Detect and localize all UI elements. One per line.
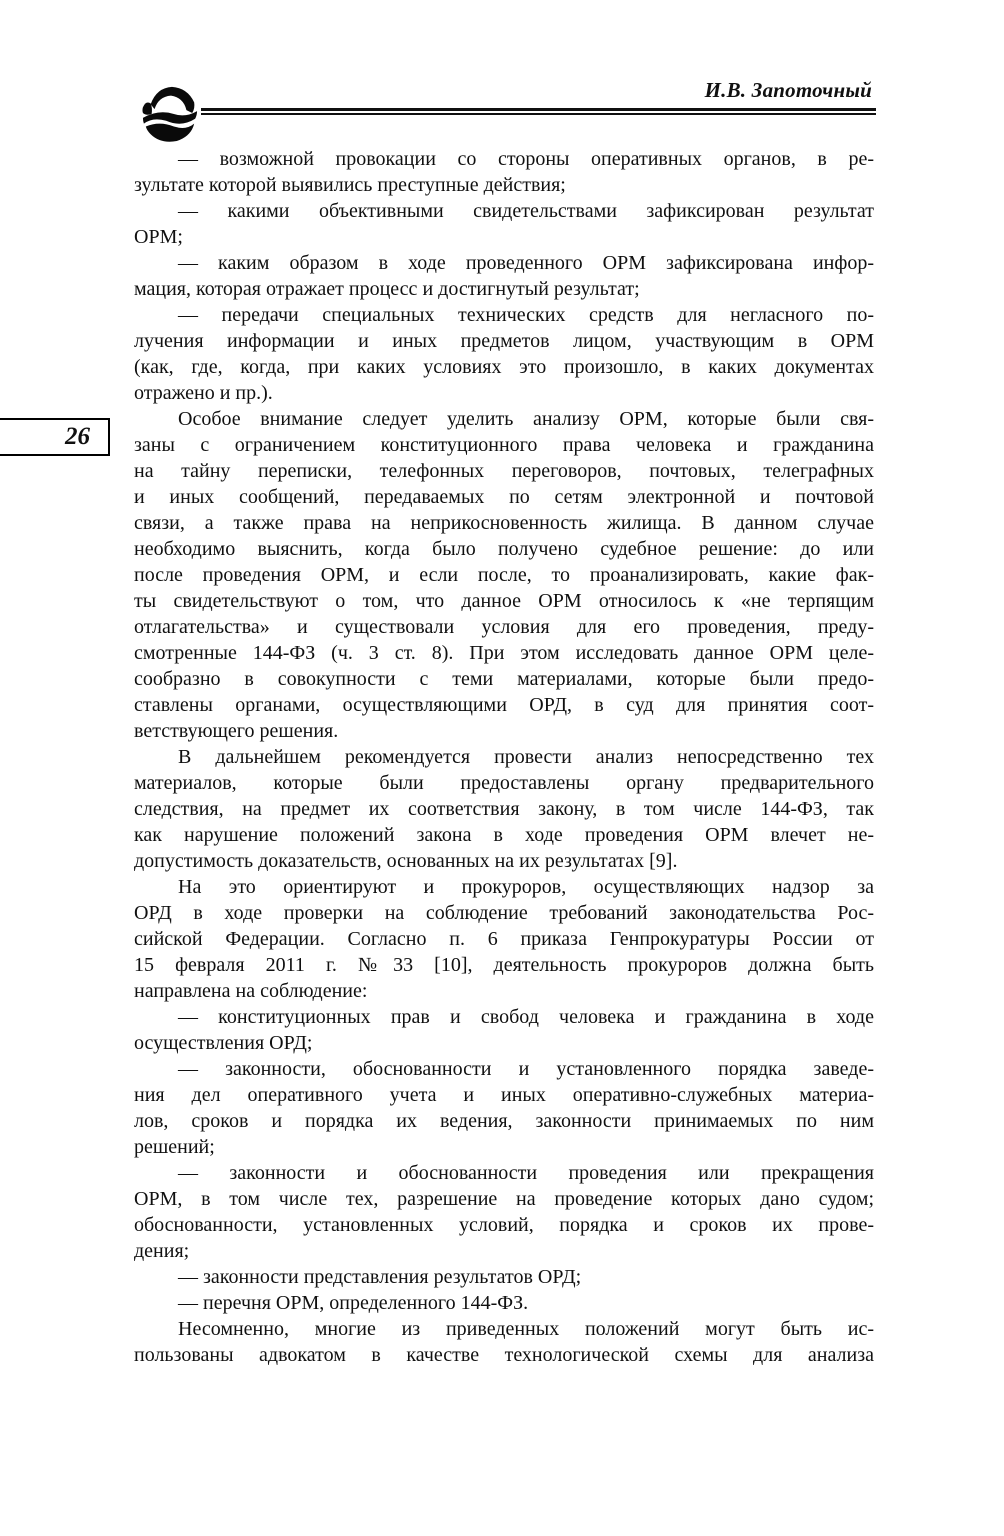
text-line: дения; bbox=[134, 1240, 190, 1262]
text-line: — возможной провокации со стороны оперативных органов, в ре- bbox=[178, 148, 874, 170]
text-line: ния дел оперативного учета и иных оперативно-служебных материа- bbox=[134, 1084, 874, 1106]
text-line: На это ориентируют и прокуроров, осуществляющих надзор за bbox=[178, 876, 874, 898]
body-text bbox=[134, 146, 874, 1368]
text-line: — передачи специальных технических средств для негласного по- bbox=[178, 304, 874, 326]
text-line: В дальнейшем рекомендуется провести анализ непосредственно тех bbox=[178, 746, 874, 768]
text-line: пользованы адвокатом в качестве технологической схемы для анализа bbox=[134, 1344, 874, 1366]
text-line: ОРД в ходе проверки на соблюдение требований законодательства Рос- bbox=[134, 902, 874, 924]
page-number: 26 bbox=[65, 423, 90, 450]
text-line: сийской Федерации. Согласно п. 6 приказа Генпрокуратуры России от bbox=[134, 928, 874, 950]
text-line: следствия, на предмет их соответствия закону, в том числе 144-ФЗ, так bbox=[134, 798, 874, 820]
text-line: мация, которая отражает процесс и достигнутый результат; bbox=[134, 278, 640, 300]
text-line: ставлены органами, осуществляющими ОРД, в суд для принятия соот- bbox=[134, 694, 874, 716]
header-double-rule bbox=[201, 108, 876, 115]
text-line: лучения информации и иных предметов лицом, участвующим в ОРМ bbox=[134, 330, 874, 352]
text-line: — законности, обоснованности и установленного порядка заведе- bbox=[178, 1058, 874, 1080]
text-line: сообразно в совокупности с теми материалами, которые были предо- bbox=[134, 668, 874, 690]
running-head-author: И.В. Запоточный bbox=[704, 78, 872, 102]
text-line: направлена на соблюдение: bbox=[134, 980, 368, 1002]
text-line: решений; bbox=[134, 1136, 215, 1158]
text-line: лов, сроков и порядка их ведения, законности принимаемых по ним bbox=[134, 1110, 874, 1132]
text-line: Несомненно, многие из приведенных положений могут быть ис- bbox=[178, 1318, 874, 1340]
publisher-logo-icon bbox=[141, 80, 199, 146]
text-line: ОРМ; bbox=[134, 226, 183, 248]
text-line: — каким образом в ходе проведенного ОРМ зафиксирована инфор- bbox=[178, 252, 874, 274]
text-line: — перечня ОРМ, определенного 144-ФЗ. bbox=[178, 1292, 529, 1314]
text-line: — законности представления результатов ОРД; bbox=[178, 1266, 582, 1288]
text-line: смотренные 144-ФЗ (ч. 3 ст. 8). При этом исследовать данное ОРМ целе- bbox=[134, 642, 874, 664]
text-line: зультате которой выявились преступные действия; bbox=[134, 174, 566, 196]
text-line: обоснованности, установленных условий, порядка и сроков их прове- bbox=[134, 1214, 874, 1236]
text-line: осуществления ОРД; bbox=[134, 1032, 313, 1054]
text-line: — конституционных прав и свобод человека и гражданина в ходе bbox=[178, 1006, 874, 1028]
text-line: отражено и пр.). bbox=[134, 382, 273, 404]
text-line: как нарушение положений закона в ходе проведения ОРМ влечет не- bbox=[134, 824, 874, 846]
page-number-band bbox=[0, 418, 110, 456]
text-line: — какими объективными свидетельствами зафиксирован результат bbox=[178, 200, 874, 222]
text-line: ОРМ, в том числе тех, разрешение на проведение которых дано судом; bbox=[134, 1188, 874, 1210]
text-line: и иных сообщений, передаваемых по сетям электронной и почтовой bbox=[134, 486, 874, 508]
text-line: (как, где, когда, при каких условиях это произошло, в каких документах bbox=[134, 356, 874, 378]
text-line: заны с ограничением конституционного права человека и гражданина bbox=[134, 434, 874, 456]
text-line: отлагательства» и существовали условия для его проведения, преду- bbox=[134, 616, 874, 638]
text-line: необходимо выяснить, когда было получено судебное решение: до или bbox=[134, 538, 874, 560]
text-line: Особое внимание следует уделить анализу ОРМ, которые были свя- bbox=[178, 408, 874, 430]
text-line: — законности и обоснованности проведения или прекращения bbox=[178, 1162, 874, 1184]
text-line: после проведения ОРМ, и если после, то проанализировать, какие фак- bbox=[134, 564, 874, 586]
text-line: ветствующего решения. bbox=[134, 720, 339, 742]
text-line: допустимость доказательств, основанных на их результатах [9]. bbox=[134, 850, 678, 872]
text-line: на тайну переписки, телефонных переговоров, почтовых, телеграфных bbox=[134, 460, 874, 482]
text-line: материалов, которые были предоставлены органу предварительного bbox=[134, 772, 874, 794]
text-line: 15 февраля 2011 г. №33 [10], деятельность прокуроров должна быть bbox=[134, 954, 874, 976]
text-line: связи, а также права на неприкосновенность жилища. В данном случае bbox=[134, 512, 874, 534]
text-line: ты свидетельствуют о том, что данное ОРМ относилось к «не терпящим bbox=[134, 590, 874, 612]
